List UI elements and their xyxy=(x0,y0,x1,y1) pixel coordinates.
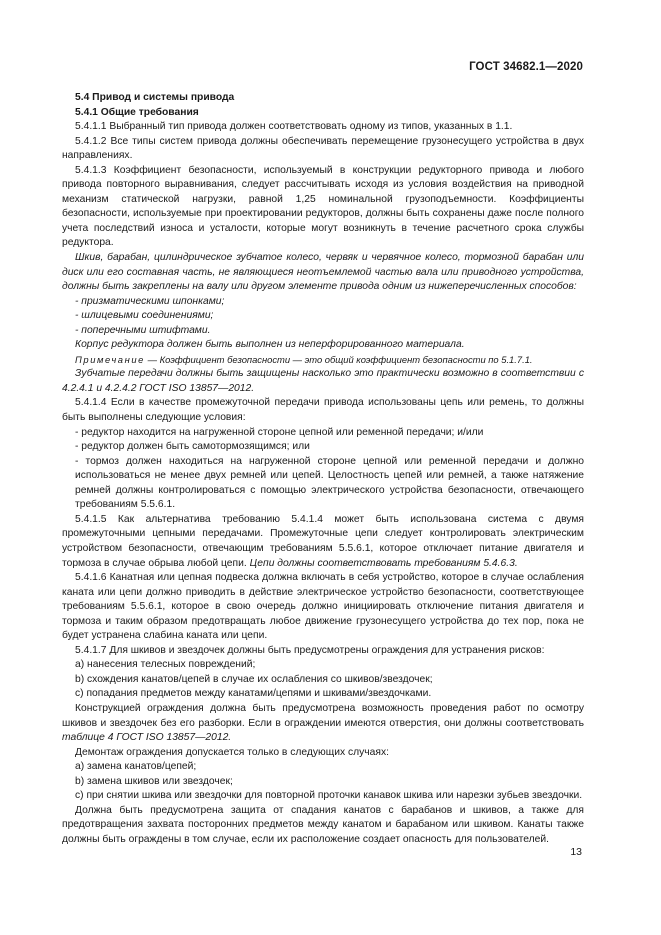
paragraph-text: Конструкцией ограждения должна быть предусмотрена возможность проведения работ по осмотру шкивов и звездочек без его разборки. Если в ограждении имеются отверстия, они должны соответствовать xyxy=(62,702,584,729)
list-item: c) попадания предметов между канатами/цепями и шкивами/звездочками. xyxy=(75,688,432,700)
paragraph-5-4-1-1: 5.4.1.1 Выбранный тип привода должен соответствовать одному из типов, указанных в 1.1. xyxy=(75,121,513,133)
paragraph-italic-text: Цепи должны соответствовать требованиям 5.4.6.3. xyxy=(249,557,518,569)
list-item: b) схождения канатов/цепей в случае их ослабления со шкивов/звездочек; xyxy=(75,673,433,685)
paragraph-italic-text: таблице 4 ГОСТ ISO 13857—2012. xyxy=(62,732,232,744)
paragraph-text: 5.4.1.5 Как альтернатива требованию 5.4.1.4 может быть использована система с двумя промежуточными цепными передачами. Промежуточные цепи следует контролировать электрическим устройством безопасности, отвечающим требованиям 5.5.6.1, которое отключает питание двигателя и тормоза в случае обрыва любой цепи. xyxy=(62,513,584,569)
list-item: - редуктор должен быть самотормозящимся; или xyxy=(75,441,310,453)
paragraph-5-4-1-3: 5.4.1.3 Коэффициент безопасности, используемый в конструкции редукторного привода и любого привода повторного выравнивания, следует рассчитывать исходя из условия воздействия на приводной механизм статической нагрузки, равной 1,25 номинальной грузоподъемности. Коэффициенты безопасности, используемые при проектировании редукторов, должны быть сохранены даже после полного учета последствий износа и усталости, которые могут возникнуть в течение расчетного срока службы редуктора. xyxy=(62,164,584,249)
paragraph-fastening: Шкив, барабан, цилиндрическое зубчатое колесо, червяк и червячное колесо, тормозной барабан или диск или его составная часть, не являющиеся неотъемлемой частью вала или приводного устройства, должны быть закреплены на валу или другом элементе привода одним из нижеперечисленных способов: xyxy=(62,252,584,293)
subsection-heading: 5.4.1 Общие требования xyxy=(75,106,199,118)
note-text: — Коэффициент безопасности — это общий коэффициент безопасности по 5.1.7.1. xyxy=(145,353,533,365)
list-item: - призматическими шпонками; xyxy=(75,295,225,307)
note-label: Примечание xyxy=(75,353,145,365)
standard-header: ГОСТ 34682.1—2020 xyxy=(469,61,583,73)
paragraph-guard-removal: Демонтаж ограждения допускается только в следующих случаях: xyxy=(75,746,389,758)
list-item: a) замена канатов/цепей; xyxy=(75,761,197,773)
paragraph-5-4-1-6: 5.4.1.6 Канатная или цепная подвеска должна включать в себя устройство, которое в случае ослабления каната или цепи должно приводить в действие электрическое устройство безопасности, соответствующее требованиям 5.5.6.1, которое в свою очередь должно инициировать отключение питания двигателя и тормоза и таким образом предотвращать любое движение грузонесущего устройства до тех пор, пока не будет устранена слабина каната или цепи. xyxy=(62,572,584,642)
paragraph-5-4-1-5 xyxy=(62,513,584,571)
list-item: - поперечными штифтами. xyxy=(75,324,211,336)
list-item: - тормоз должен находиться на нагруженной стороне цепной или ременной передачи и должно использоваться не менее двух ремней или цепей. Целостность цепей или ремней, а также натяжение ремней должны контролироваться с помощью электрического устройства безопасности, отвечающего требованиям 5.5.6.1. xyxy=(75,455,584,511)
list-item: c) при снятии шкива или звездочки для повторной проточки канавок шкива или нарезки зубьев звездочки. xyxy=(75,790,583,802)
paragraph-gearbox-housing: Корпус редуктора должен быть выполнен из неперфорированного материала. xyxy=(75,339,465,351)
list-item: - редуктор находится на нагруженной стороне цепной или ременной передачи; и/или xyxy=(75,426,484,438)
paragraph-gear-protection: Зубчатые передачи должны быть защищены насколько это практически возможно в соответствии с 4.2.4.1 и 4.2.4.2 ГОСТ ISO 13857—2012. xyxy=(62,368,584,394)
page-number: 13 xyxy=(570,846,582,858)
list-item: a) нанесения телесных повреждений; xyxy=(75,659,256,671)
paragraph-guard-design xyxy=(62,702,584,746)
paragraph-5-4-1-7: 5.4.1.7 Для шкивов и звездочек должны быть предусмотрены ограждения для устранения рисков: xyxy=(75,644,545,656)
paragraph-5-4-1-4: 5.4.1.4 Если в качестве промежуточной передачи привода использованы цепь или ремень, то должны быть выполнены следующие условия: xyxy=(62,397,584,424)
paragraph-rope-protection: Должна быть предусмотрена защита от спадания канатов с барабанов и шкивов, а также для предотвращения захвата посторонних предметов между канатом и барабаном или шкивом. Канаты также должны быть ограждены в том случае, если их расположение создает опасность для пользователей. xyxy=(62,804,584,845)
list-item: b) замена шкивов или звездочек; xyxy=(75,775,233,787)
list-item: - шлицевыми соединениями; xyxy=(75,310,214,322)
note xyxy=(62,353,584,368)
section-heading: 5.4 Привод и системы привода xyxy=(75,92,235,103)
paragraph-5-4-1-2: 5.4.1.2 Все типы систем привода должны обеспечивать перемещение грузонесущего устройства в двух направлениях. xyxy=(62,135,584,162)
document-body xyxy=(62,91,584,847)
